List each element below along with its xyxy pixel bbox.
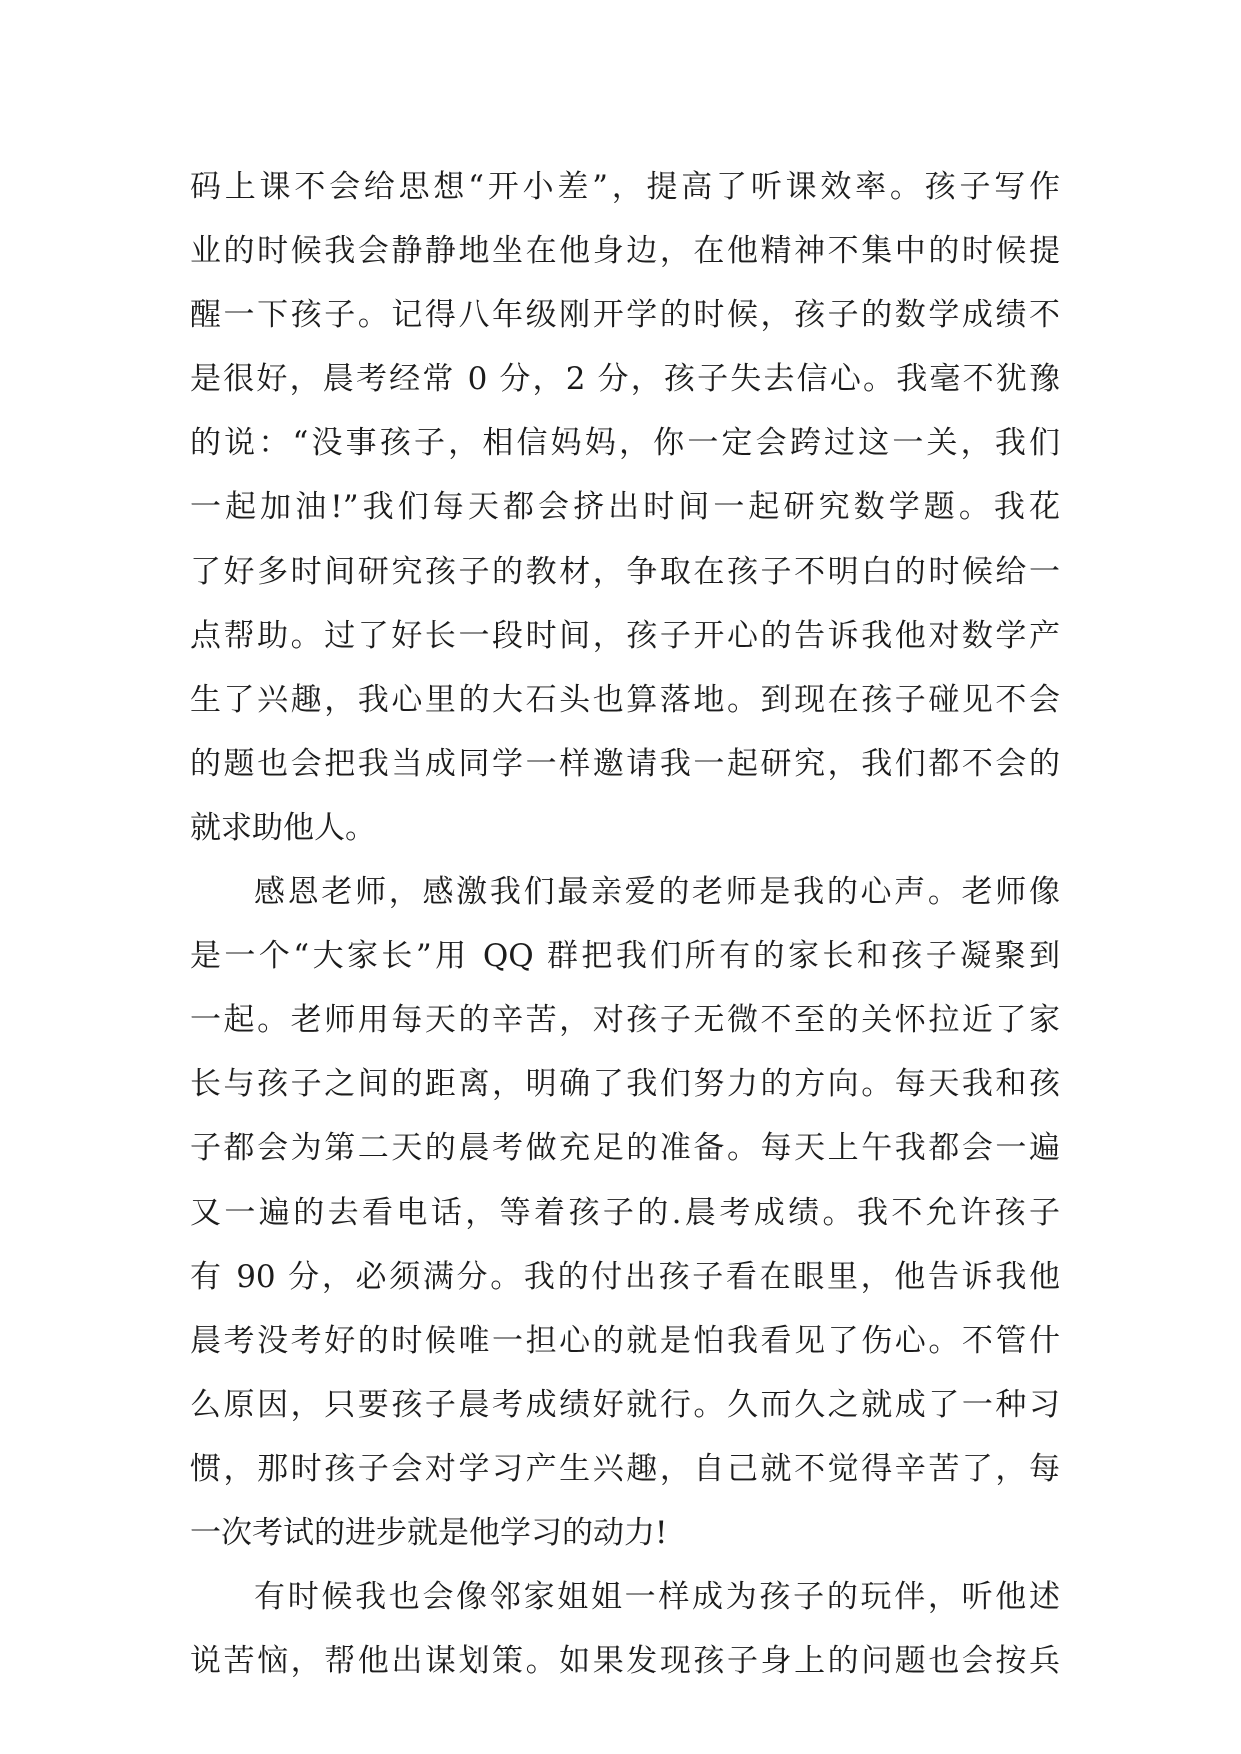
- text-line: 有 90 分，必须满分。我的付出孩子看在眼里，他告诉我他: [190, 1258, 1060, 1295]
- text-line: 说苦恼，帮他出谋划策。如果发现孩子身上的问题也会按兵: [190, 1643, 1060, 1680]
- text-line: 业的时候我会静静地坐在他身边，在他精神不集中的时候提: [190, 233, 1060, 270]
- document-body: [190, 155, 1060, 1693]
- text-line: 是很好，晨考经常 0 分，2 分，孩子失去信心。我毫不犹豫: [190, 361, 1060, 398]
- text-line: 一起。老师用每天的辛苦，对孩子无微不至的关怀拉近了家: [190, 1002, 1060, 1039]
- text-line: 醒一下孩子。记得八年级刚开学的时候，孩子的数学成绩不: [190, 297, 1060, 334]
- text-line: 子都会为第二天的晨考做充足的准备。每天上午我都会一遍: [190, 1130, 1060, 1167]
- text-line: 一次考试的进步就是他学习的动力!: [190, 1514, 668, 1551]
- text-line: 长与孩子之间的距离，明确了我们努力的方向。每天我和孩: [190, 1066, 1060, 1103]
- text-line: 是一个“大家长”用 QQ 群把我们所有的家长和孩子凝聚到: [190, 938, 1060, 975]
- paragraph-first-line: 感恩老师，感激我们最亲爱的老师是我的心声。老师像: [254, 874, 1060, 911]
- text-line: 的说：“没事孩子，相信妈妈，你一定会跨过这一关，我们: [190, 425, 1060, 462]
- text-line: 码上课不会给思想“开小差”，提高了听课效率。孩子写作: [190, 169, 1060, 205]
- text-line: 的题也会把我当成同学一样邀请我一起研究，我们都不会的: [190, 745, 1060, 782]
- text-line: 了好多时间研究孩子的教材，争取在孩子不明白的时候给一: [190, 553, 1060, 590]
- paragraph-first-line: 有时候我也会像邻家姐姐一样成为孩子的玩伴，听他述: [254, 1579, 1060, 1616]
- text-line: 就求助他人。: [190, 809, 376, 846]
- text-line: 生了兴趣，我心里的大石头也算落地。到现在孩子碰见不会: [190, 681, 1060, 718]
- text-line: 惯，那时孩子会对学习产生兴趣，自己就不觉得辛苦了，每: [190, 1450, 1060, 1487]
- text-line: 一起加油!”我们每天都会挤出时间一起研究数学题。我花: [190, 489, 1060, 526]
- text-line: 么原因，只要孩子晨考成绩好就行。久而久之就成了一种习: [190, 1386, 1060, 1423]
- text-line: 点帮助。过了好长一段时间，孩子开心的告诉我他对数学产: [190, 617, 1060, 654]
- text-line: 又一遍的去看电话，等着孩子的.晨考成绩。我不允许孩子: [190, 1194, 1060, 1231]
- text-line: 晨考没考好的时候唯一担心的就是怕我看见了伤心。不管什: [190, 1322, 1060, 1359]
